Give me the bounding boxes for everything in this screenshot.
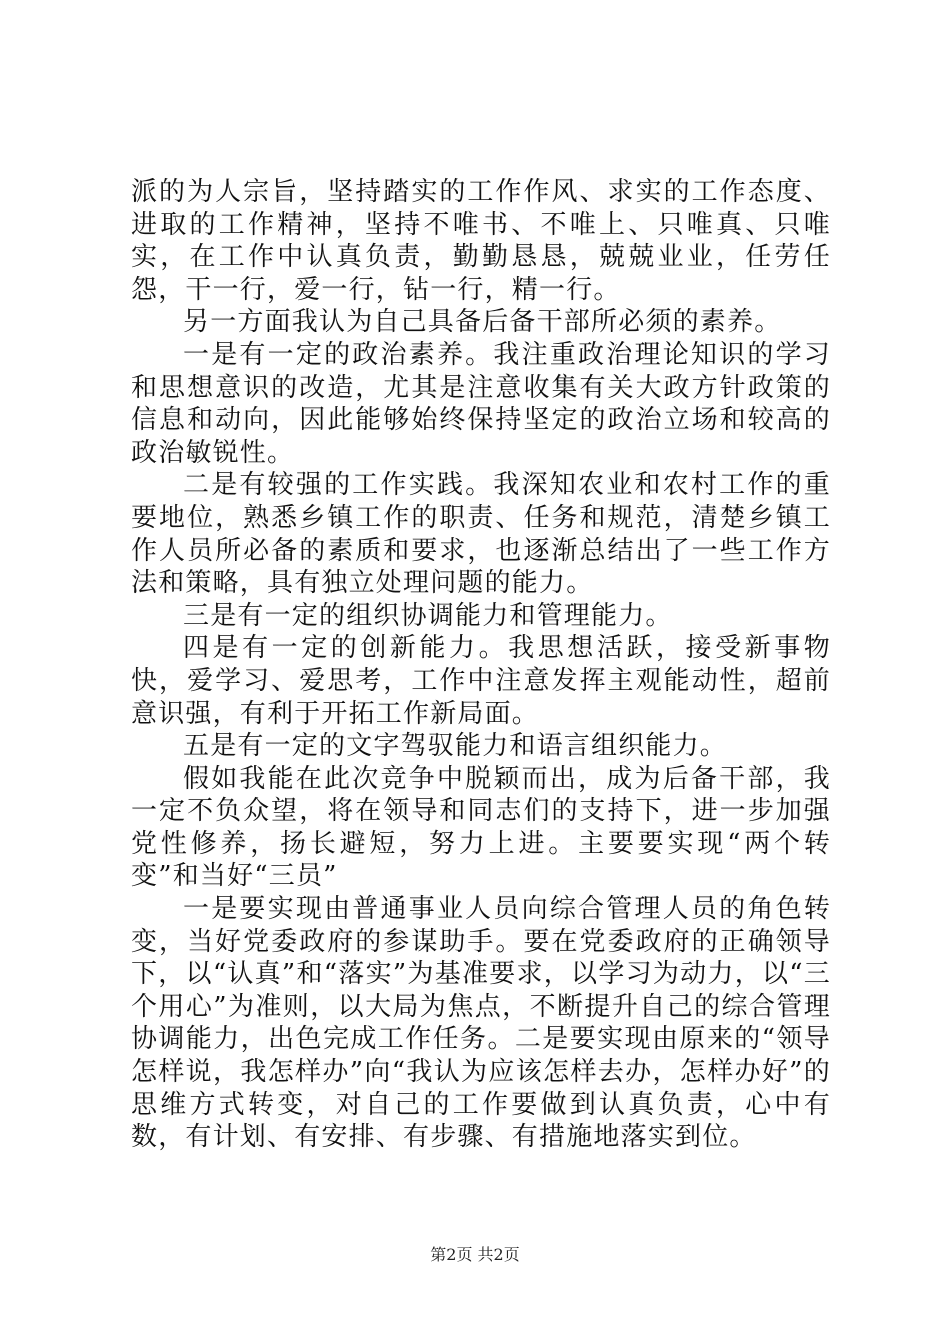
paragraph-6: 四是有一定的创新能力。我思想活跃，接受新事物快，爱学习、爱思考，工作中注意发挥主观能动性，超前意识强，有利于开拓工作新局面。 bbox=[131, 633, 831, 729]
paragraph-8: 假如我能在此次竞争中脱颖而出，成为后备干部，我一定不负众望，将在领导和同志们的支持下，进一步加强党性修养，扬长避短，努力上进。主要要实现“两个转变”和当好“三员” bbox=[131, 763, 831, 892]
paragraph-1: 派的为人宗旨，坚持踏实的工作作风、求实的工作态度、进取的工作精神，坚持不唯书、不唯上、只唯真、只唯实，在工作中认真负责，勤勤恳恳，兢兢业业，任劳任怨，干一行，爱一行，钻一行，精一行。 bbox=[131, 177, 831, 305]
document-body bbox=[131, 176, 831, 1154]
paragraph-5: 三是有一定的组织协调能力和管理能力。 bbox=[183, 600, 673, 631]
paragraph-9: 一是要实现由普通事业人员向综合管理人员的角色转变，当好党委政府的参谋助手。要在党委政府的正确领导下，以“认真”和“落实”为基准要求，以学习为动力，以“三个用心”为准则，以大局为焦点，不断提升自己的综合管理协调能力，出色完成工作任务。二是要实现由原来的“领导怎样说，我怎样办”向“我认为应该怎样去办，怎样办好”的思维方式转变，对自己的工作要做到认真负责，心中有数，有计划、有安排、有步骤、有措施地落实到位。 bbox=[131, 894, 831, 1153]
paragraph-3: 一是有一定的政治素养。我注重政治理论知识的学习和思想意识的改造，尤其是注意收集有关大政方针政策的信息和动向，因此能够始终保持坚定的政治立场和较高的政治敏锐性。 bbox=[131, 339, 831, 468]
paragraph-7: 五是有一定的文字驾驭能力和语言组织能力。 bbox=[183, 731, 728, 762]
paragraph-2: 另一方面我认为自己具备后备干部所必须的素养。 bbox=[183, 307, 782, 338]
paragraph-4: 二是有较强的工作实践。我深知农业和农村工作的重要地位，熟悉乡镇工作的职责、任务和规范，清楚乡镇工作人员所必备的素质和要求，也逐渐总结出了一些工作方法和策略，具有独立处理问题的能力。 bbox=[131, 470, 831, 599]
page-number-footer: 第2页 共2页 bbox=[430, 1245, 520, 1264]
